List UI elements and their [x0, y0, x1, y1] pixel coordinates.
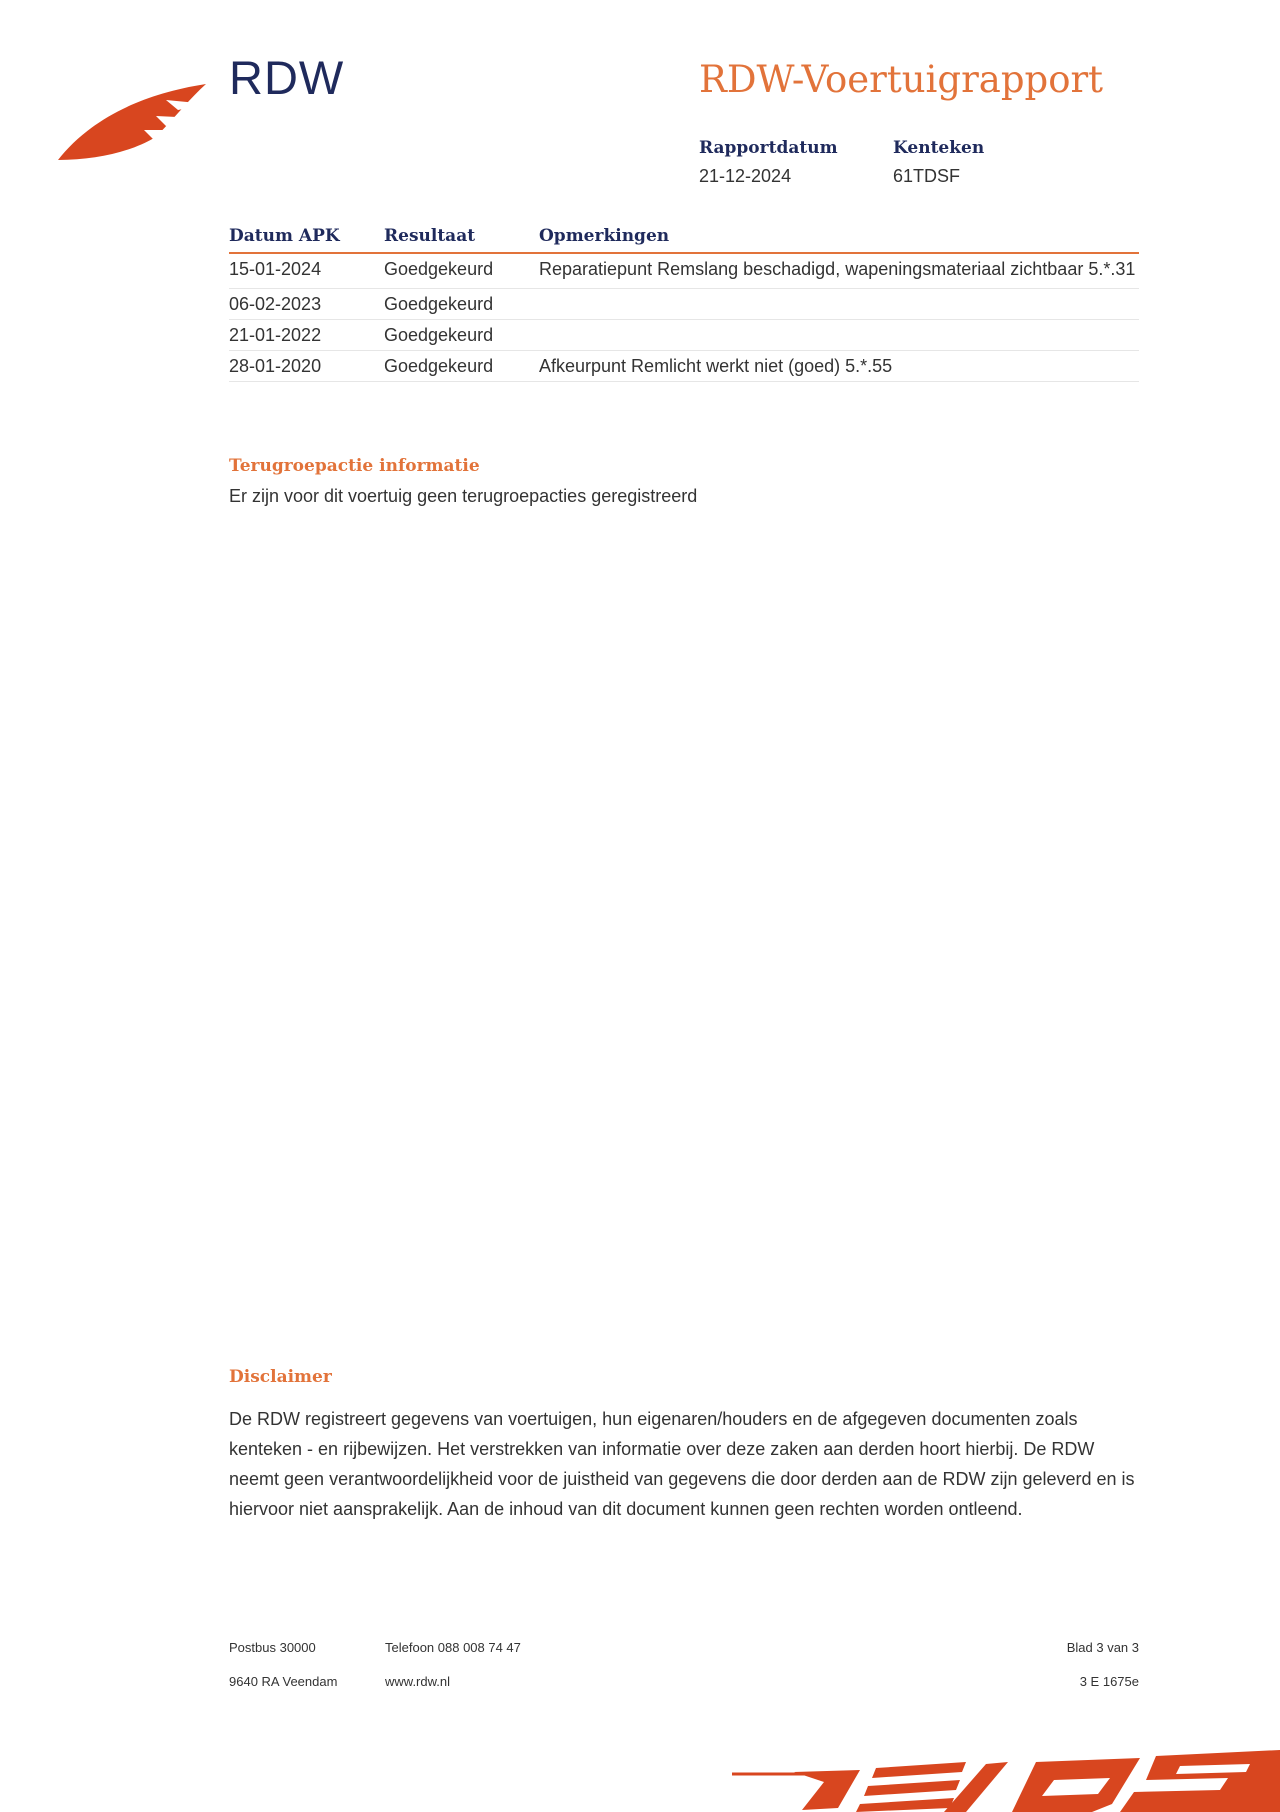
column-header-remarks: Opmerkingen: [539, 222, 1139, 253]
page-title: RDW-Voertuigrapport: [699, 58, 1104, 101]
column-header-result: Resultaat: [384, 222, 539, 253]
recall-title: Terugroepactie informatie: [229, 456, 480, 476]
apk-date: 15-01-2024: [229, 253, 384, 289]
apk-date: 28-01-2020: [229, 351, 384, 382]
disclaimer-title: Disclaimer: [229, 1367, 332, 1387]
logo-text: RDW: [229, 51, 345, 104]
plate-value: 61TDSF: [893, 166, 961, 186]
apk-remark: [539, 320, 1139, 351]
footer-document-code: 3 E 1675e: [1079, 1674, 1139, 1689]
apk-result: Goedgekeurd: [384, 320, 539, 351]
table-header-row: [229, 222, 1139, 253]
recall-text: Er zijn voor dit voertuig geen terugroepacties geregistreerd: [229, 486, 698, 506]
footer-postbus: Postbus 30000: [229, 1640, 316, 1655]
column-header-date: Datum APK: [229, 222, 384, 253]
decorative-stripes-icon: [720, 1738, 1280, 1812]
table-row: [229, 289, 1139, 320]
footer-phone: Telefoon 088 008 74 47: [385, 1640, 521, 1655]
footer-page-number: Blad 3 van 3: [1066, 1640, 1139, 1655]
apk-table: [229, 222, 1139, 382]
apk-date: 06-02-2023: [229, 289, 384, 320]
apk-remark: Afkeurpunt Remlicht werkt niet (goed) 5.*.55: [539, 351, 1139, 382]
apk-remark: Reparatiepunt Remslang beschadigd, wapeningsmateriaal zichtbaar 5.*.31: [539, 259, 1136, 279]
footer-website: www.rdw.nl: [385, 1674, 451, 1689]
apk-result: Goedgekeurd: [384, 253, 539, 289]
table-row: [229, 351, 1139, 382]
table-row: [229, 253, 1139, 289]
apk-remark-cell: [539, 253, 1139, 289]
plate-block: [893, 137, 984, 187]
footer-city: 9640 RA Veendam: [229, 1674, 338, 1689]
report-date-value: 21-12-2024: [699, 166, 792, 186]
disclaimer-text: De RDW registreert gegevens van voertuigen, hun eigenaren/houders en de afgegeven documenten zoals kenteken - en rijbewijzen. Het verstrekken van informatie over deze zaken aan derden hoort hierbij. De RDW neemt geen verantwoordelijkheid voor de juistheid van gegevens die door derden aan de RDW zijn geleverd en is hiervoor niet aansprakelijk. Aan de inhoud van dit document kunnen geen rechten worden ontleend.: [229, 1409, 1135, 1519]
apk-result: Goedgekeurd: [384, 351, 539, 382]
table-row: [229, 320, 1139, 351]
apk-date: 21-01-2022: [229, 320, 384, 351]
plate-label: Kenteken: [893, 138, 985, 158]
apk-remark: [539, 289, 1139, 320]
report-date-block: [699, 137, 838, 187]
apk-result: Goedgekeurd: [384, 289, 539, 320]
rdw-logo-icon: [58, 80, 208, 162]
report-date-label: Rapportdatum: [699, 138, 838, 158]
